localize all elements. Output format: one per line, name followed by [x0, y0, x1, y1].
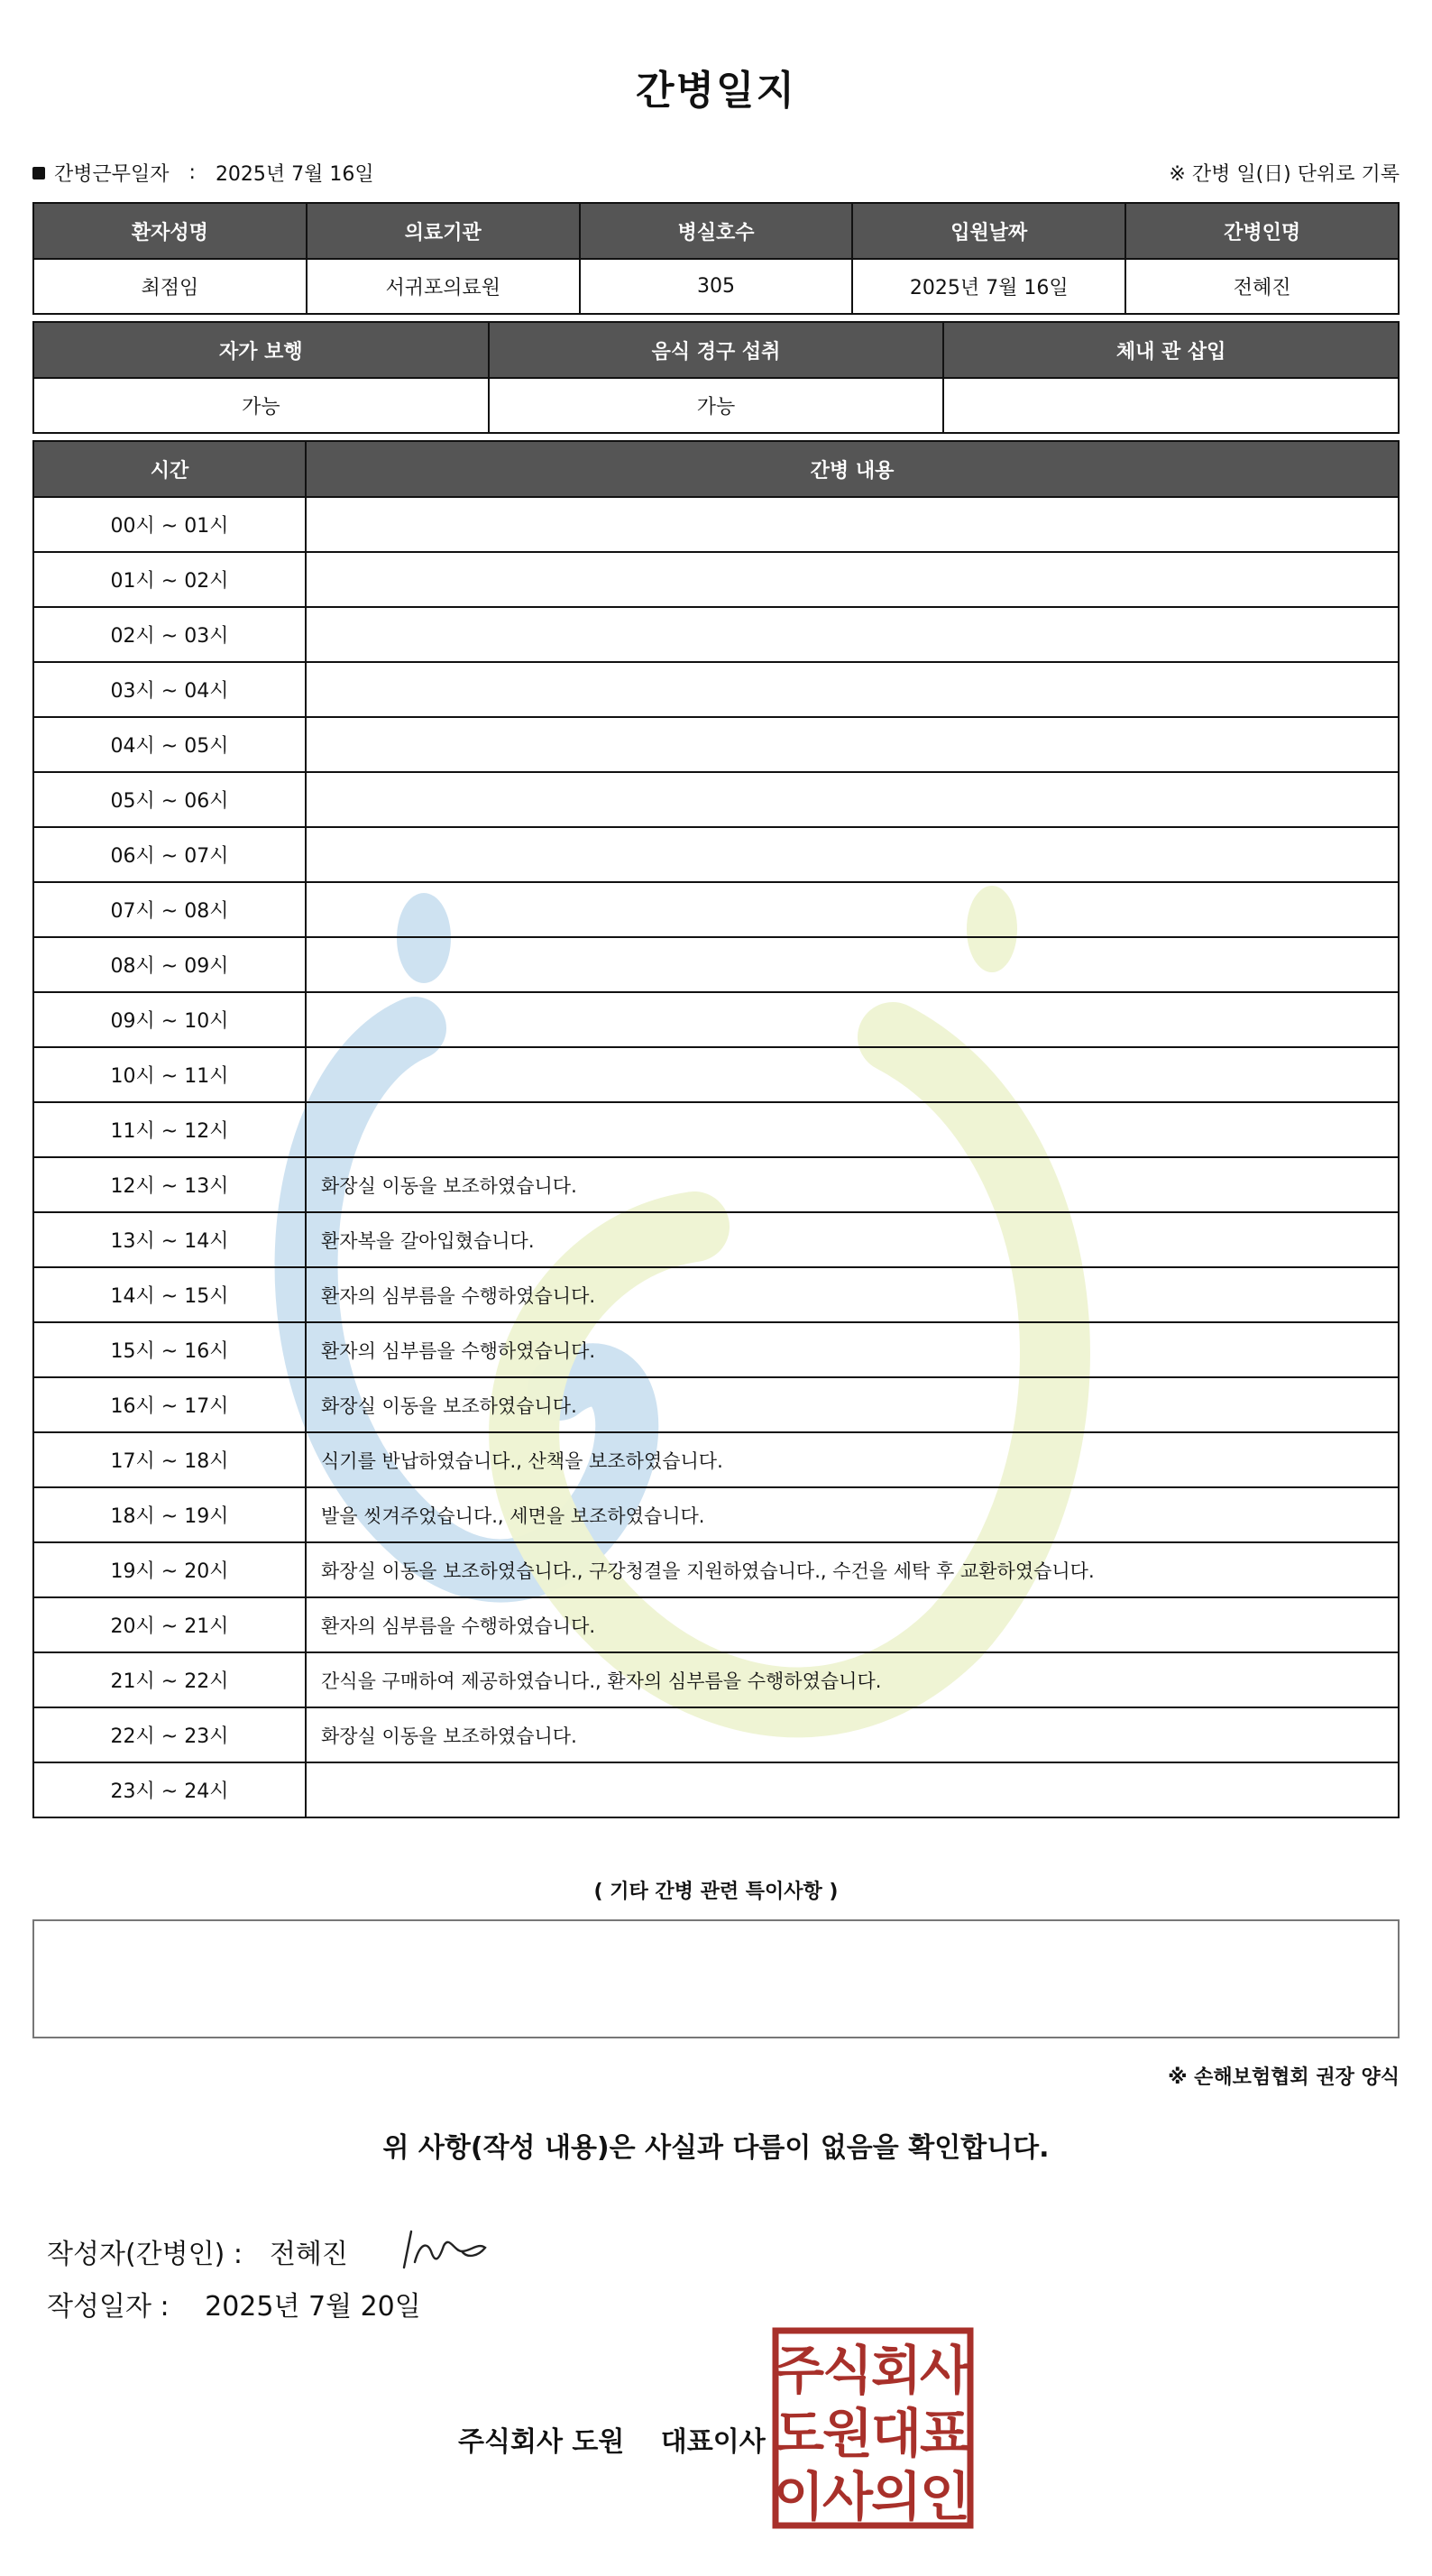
log-time-cell: 10시 ~ 11시 [33, 1047, 306, 1102]
page-title: 간병일지 [635, 68, 796, 114]
header-care-content: 간병 내용 [306, 441, 1399, 497]
log-time-cell: 20시 ~ 21시 [33, 1597, 306, 1652]
log-content-cell [306, 662, 1399, 717]
log-content-cell [306, 717, 1399, 772]
association-note: ※ 손해보험협회 권장 양식 [1168, 2066, 1400, 2089]
header-self-walking: 자가 보행 [33, 322, 489, 378]
log-row [33, 1707, 1399, 1762]
written-date-value: 2025년 7월 20일 [205, 2291, 421, 2323]
remarks-box [32, 1919, 1400, 2038]
log-time-cell: 12시 ~ 13시 [33, 1157, 306, 1212]
work-date-separator: : [188, 161, 196, 184]
admission-date-cell: 2025년 7월 16일 [852, 259, 1125, 314]
company-seal-stamp [772, 2327, 974, 2529]
company-name: 주식회사 도원 [458, 2426, 625, 2458]
log-row [33, 552, 1399, 607]
header-hospital: 의료기관 [307, 203, 580, 259]
log-time-cell: 18시 ~ 19시 [33, 1487, 306, 1542]
patient-name-cell: 최점임 [33, 259, 307, 314]
patient-header-row [33, 203, 1399, 259]
company-rep-title: 대표이사 [660, 2426, 766, 2458]
log-content-cell: 화장실 이동을 보조하였습니다. [306, 1157, 1399, 1212]
log-row [33, 662, 1399, 717]
log-time-cell: 01시 ~ 02시 [33, 552, 306, 607]
log-time-cell: 06시 ~ 07시 [33, 827, 306, 882]
care-log-table [32, 440, 1400, 1818]
patient-value-row [33, 259, 1399, 314]
stamp-char: 사 [822, 2466, 874, 2527]
writer-name: 전혜진 [269, 2239, 348, 2270]
log-time-cell: 03시 ~ 04시 [33, 662, 306, 717]
log-content-cell: 환자의 심부름을 수행하였습니다. [306, 1267, 1399, 1322]
stamp-char: 회 [870, 2340, 923, 2401]
company-line [458, 2419, 766, 2459]
log-content-cell: 간식을 구매하여 제공하였습니다., 환자의 심부름을 수행하였습니다. [306, 1652, 1399, 1707]
log-row [33, 1762, 1399, 1817]
status-value-row [33, 378, 1399, 433]
header-oral-intake: 음식 경구 섭취 [489, 322, 944, 378]
log-row [33, 1487, 1399, 1542]
log-content-cell [306, 1102, 1399, 1157]
log-time-cell: 19시 ~ 20시 [33, 1542, 306, 1597]
log-time-cell: 23시 ~ 24시 [33, 1762, 306, 1817]
log-time-cell: 15시 ~ 16시 [33, 1322, 306, 1377]
log-row [33, 1267, 1399, 1322]
log-time-cell: 08시 ~ 09시 [33, 937, 306, 992]
stamp-char: 대 [870, 2403, 923, 2464]
log-content-cell: 환자의 심부름을 수행하였습니다. [306, 1597, 1399, 1652]
written-date-line [47, 2284, 421, 2323]
log-content-cell [306, 1762, 1399, 1817]
log-time-cell: 02시 ~ 03시 [33, 607, 306, 662]
log-row [33, 1597, 1399, 1652]
patient-status-table [32, 321, 1400, 434]
stamp-char: 주 [773, 2340, 825, 2401]
log-content-cell [306, 937, 1399, 992]
log-content-cell [306, 552, 1399, 607]
header-tube-insertion: 체내 관 삽입 [943, 322, 1399, 378]
log-time-cell: 00시 ~ 01시 [33, 497, 306, 552]
log-row [33, 1652, 1399, 1707]
unit-note: ※ 간병 일(日) 단위로 기록 [1169, 163, 1400, 186]
log-row [33, 1432, 1399, 1487]
writer-line [47, 2215, 501, 2287]
tube-insertion-cell [943, 378, 1399, 433]
log-time-cell: 17시 ~ 18시 [33, 1432, 306, 1487]
bullet-square-icon [32, 167, 45, 179]
stamp-char: 표 [919, 2403, 971, 2464]
work-date-value: 2025년 7월 16일 [215, 163, 374, 186]
log-row [33, 992, 1399, 1047]
stamp-char: 식 [822, 2340, 874, 2401]
log-time-cell: 04시 ~ 05시 [33, 717, 306, 772]
log-row [33, 717, 1399, 772]
log-row [33, 1542, 1399, 1597]
stamp-char: 의 [870, 2466, 923, 2527]
log-time-cell: 09시 ~ 10시 [33, 992, 306, 1047]
log-row [33, 1377, 1399, 1432]
self-walking-cell: 가능 [33, 378, 489, 433]
log-row [33, 772, 1399, 827]
log-content-cell: 발을 씻겨주었습니다., 세면을 보조하였습니다. [306, 1487, 1399, 1542]
log-content-cell: 환자복을 갈아입혔습니다. [306, 1212, 1399, 1267]
oral-intake-cell: 가능 [489, 378, 944, 433]
header-patient-name: 환자성명 [33, 203, 307, 259]
log-row [33, 1322, 1399, 1377]
log-row [33, 1157, 1399, 1212]
log-row [33, 1102, 1399, 1157]
work-date-label: 간병근무일자 [54, 163, 170, 186]
log-time-cell: 13시 ~ 14시 [33, 1212, 306, 1267]
stamp-char: 도 [773, 2403, 825, 2464]
header-room-number: 병실호수 [580, 203, 853, 259]
log-time-cell: 21시 ~ 22시 [33, 1652, 306, 1707]
log-time-cell: 11시 ~ 12시 [33, 1102, 306, 1157]
stamp-char: 인 [919, 2466, 971, 2527]
log-row [33, 827, 1399, 882]
work-date-line [32, 159, 374, 187]
header-admission-date: 입원날짜 [852, 203, 1125, 259]
log-content-cell [306, 827, 1399, 882]
room-number-cell: 305 [580, 259, 853, 314]
stamp-char: 원 [822, 2403, 874, 2464]
log-content-cell [306, 607, 1399, 662]
log-content-cell: 화장실 이동을 보조하였습니다. [306, 1707, 1399, 1762]
log-row [33, 607, 1399, 662]
caregiver-name-cell: 전혜진 [1125, 259, 1399, 314]
writer-label: 작성자(간병인) : [47, 2239, 243, 2270]
log-row [33, 1047, 1399, 1102]
log-row [33, 1212, 1399, 1267]
log-content-cell [306, 772, 1399, 827]
log-content-cell: 화장실 이동을 보조하였습니다. [306, 1377, 1399, 1432]
log-content-cell [306, 1047, 1399, 1102]
patient-info-table [32, 202, 1400, 315]
log-row [33, 882, 1399, 937]
stamp-char: 사 [919, 2340, 971, 2401]
header-caregiver-name: 간병인명 [1125, 203, 1399, 259]
remarks-title: ( 기타 간병 관련 특이사항 ) [593, 1881, 839, 1903]
signature-image [384, 2215, 501, 2287]
log-time-cell: 05시 ~ 06시 [33, 772, 306, 827]
log-content-cell: 환자의 심부름을 수행하였습니다. [306, 1322, 1399, 1377]
written-date-label: 작성일자 : [47, 2291, 170, 2323]
log-content-cell [306, 992, 1399, 1047]
log-content-cell [306, 882, 1399, 937]
log-time-cell: 14시 ~ 15시 [33, 1267, 306, 1322]
hospital-cell: 서귀포의료원 [307, 259, 580, 314]
log-row [33, 497, 1399, 552]
stamp-char: 이 [773, 2466, 825, 2527]
log-content-cell: 식기를 반납하였습니다., 산책을 보조하였습니다. [306, 1432, 1399, 1487]
log-content-cell: 화장실 이동을 보조하였습니다., 구강청결을 지원하였습니다., 수건을 세탁 후 교환하였습니다. [306, 1542, 1399, 1597]
header-time: 시간 [33, 441, 306, 497]
log-content-cell [306, 497, 1399, 552]
log-header-row [33, 441, 1399, 497]
confirmation-statement: 위 사항(작성 내용)은 사실과 다름이 없음을 확인합니다. [382, 2132, 1050, 2164]
log-time-cell: 07시 ~ 08시 [33, 882, 306, 937]
log-time-cell: 16시 ~ 17시 [33, 1377, 306, 1432]
log-time-cell: 22시 ~ 23시 [33, 1707, 306, 1762]
status-header-row [33, 322, 1399, 378]
log-row [33, 937, 1399, 992]
